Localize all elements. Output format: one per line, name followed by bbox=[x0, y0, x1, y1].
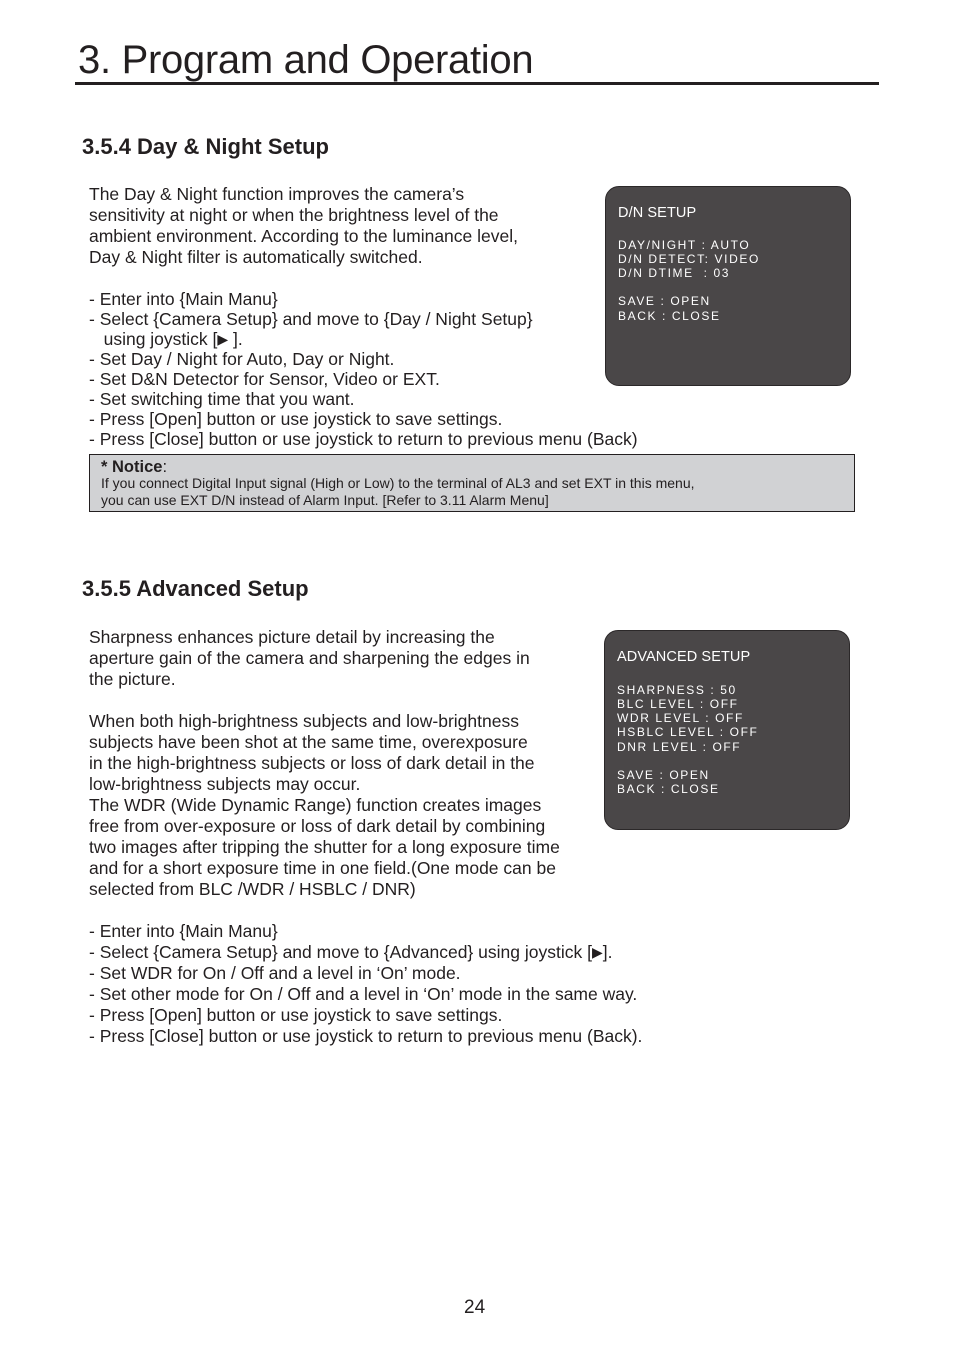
step-item: - Enter into {Main Manu} bbox=[89, 921, 278, 941]
paragraph-line: low-brightness subjects may occur. bbox=[89, 774, 361, 794]
paragraph-line: subjects have been shot at the same time, overexposure bbox=[89, 732, 528, 752]
paragraph-line: and for a short exposure time in one field.(One mode can be bbox=[89, 858, 556, 878]
advanced-steps bbox=[89, 921, 642, 1047]
osd-menu-action: SAVE : OPEN bbox=[617, 768, 710, 782]
step-item bbox=[89, 329, 638, 349]
osd-menu-action: BACK : CLOSE bbox=[618, 309, 721, 323]
notice-line: you can use EXT D/N instead of Alarm Input. [Refer to 3.11 Alarm Menu] bbox=[101, 492, 549, 508]
day-night-description bbox=[89, 184, 518, 268]
paragraph-line: selected from BLC /WDR / HSBLC / DNR) bbox=[89, 879, 416, 899]
paragraph-line: The WDR (Wide Dynamic Range) function creates images bbox=[89, 795, 542, 815]
paragraph-line: Day & Night filter is automatically switched. bbox=[89, 247, 423, 267]
osd-menu-item: WDR LEVEL : OFF bbox=[617, 711, 744, 725]
notice-colon: : bbox=[162, 458, 168, 476]
day-night-steps bbox=[89, 289, 638, 449]
step-item: - Press [Close] button or use joystick to return to previous menu (Back) bbox=[89, 429, 638, 449]
step-item: - Set other mode for On / Off and a level in ‘On’ mode in the same way. bbox=[89, 984, 638, 1004]
osd-menu-item: SHARPNESS : 50 bbox=[617, 683, 737, 697]
osd-menu-item: D/N DETECT: VIDEO bbox=[618, 252, 760, 266]
step-item: - Press [Open] button or use joystick to save settings. bbox=[89, 409, 503, 429]
wdr-description bbox=[89, 711, 560, 900]
paragraph-line: The Day & Night function improves the camera’s bbox=[89, 184, 465, 204]
step-text: - Select {Camera Setup} and move to {Advanced} using joystick [ bbox=[89, 942, 592, 962]
paragraph-line: aperture gain of the camera and sharpening the edges in bbox=[89, 648, 530, 668]
notice-label: * Notice bbox=[101, 458, 163, 476]
step-item: - Press [Close] button or use joystick to return to previous menu (Back). bbox=[89, 1026, 643, 1046]
notice-box bbox=[89, 454, 855, 512]
osd-menu-action: BACK : CLOSE bbox=[617, 782, 720, 796]
advanced-setup-osd-menu bbox=[604, 630, 850, 830]
osd-menu-item: D/N DTIME : 03 bbox=[618, 266, 731, 280]
page-number: 24 bbox=[464, 1297, 486, 1318]
page-title: 3. Program and Operation bbox=[78, 38, 534, 82]
paragraph-line: Sharpness enhances picture detail by increasing the bbox=[89, 627, 495, 647]
notice-line: If you connect Digital Input signal (High or Low) to the terminal of AL3 and set EXT in this menu, bbox=[101, 475, 695, 491]
step-item: - Press [Open] button or use joystick to save settings. bbox=[89, 1005, 503, 1025]
step-text-end: ]. bbox=[602, 942, 613, 962]
step-item: - Set WDR for On / Off and a level in ‘On’ mode. bbox=[89, 963, 461, 983]
step-item bbox=[89, 942, 642, 963]
paragraph-line: the picture. bbox=[89, 669, 176, 689]
osd-menu-item: DNR LEVEL : OFF bbox=[617, 740, 742, 754]
section-heading-advanced: 3.5.5 Advanced Setup bbox=[82, 576, 309, 601]
paragraph-line: in the high-brightness subjects or loss of dark detail in the bbox=[89, 753, 535, 773]
paragraph-line: ambient environment. According to the luminance level, bbox=[89, 226, 518, 246]
paragraph-line: When both high-brightness subjects and low-brightness bbox=[89, 711, 519, 731]
step-item: - Set Day / Night for Auto, Day or Night. bbox=[89, 349, 395, 369]
step-item: - Select {Camera Setup} and move to {Day / Night Setup} bbox=[89, 309, 533, 329]
step-text-end: ]. bbox=[228, 329, 243, 349]
osd-menu-action: SAVE : OPEN bbox=[618, 294, 711, 308]
step-item: - Set switching time that you want. bbox=[89, 389, 355, 409]
osd-menu-title: ADVANCED SETUP bbox=[617, 649, 751, 665]
paragraph-line: sensitivity at night or when the brightness level of the bbox=[89, 205, 499, 225]
play-triangle-icon: ▶ bbox=[591, 944, 603, 960]
osd-menu-item: DAY/NIGHT : AUTO bbox=[618, 238, 751, 252]
osd-menu-title: D/N SETUP bbox=[618, 205, 697, 221]
play-triangle-icon: ▶ bbox=[217, 331, 229, 347]
osd-menu-item: BLC LEVEL : OFF bbox=[617, 697, 739, 711]
paragraph-line: two images after tripping the shutter for a long exposure time bbox=[89, 837, 560, 857]
osd-menu-item: HSBLC LEVEL : OFF bbox=[617, 725, 759, 739]
step-text: using joystick [ bbox=[89, 329, 218, 349]
step-item: - Set D&N Detector for Sensor, Video or EXT. bbox=[89, 369, 440, 389]
dn-setup-osd-menu bbox=[605, 186, 851, 386]
title-divider bbox=[75, 82, 879, 85]
section-heading-day-night: 3.5.4 Day & Night Setup bbox=[82, 134, 329, 159]
advanced-description bbox=[89, 627, 530, 690]
paragraph-line: free from over-exposure or loss of dark detail by combining bbox=[89, 816, 546, 836]
step-item: - Enter into {Main Manu} bbox=[89, 289, 278, 309]
